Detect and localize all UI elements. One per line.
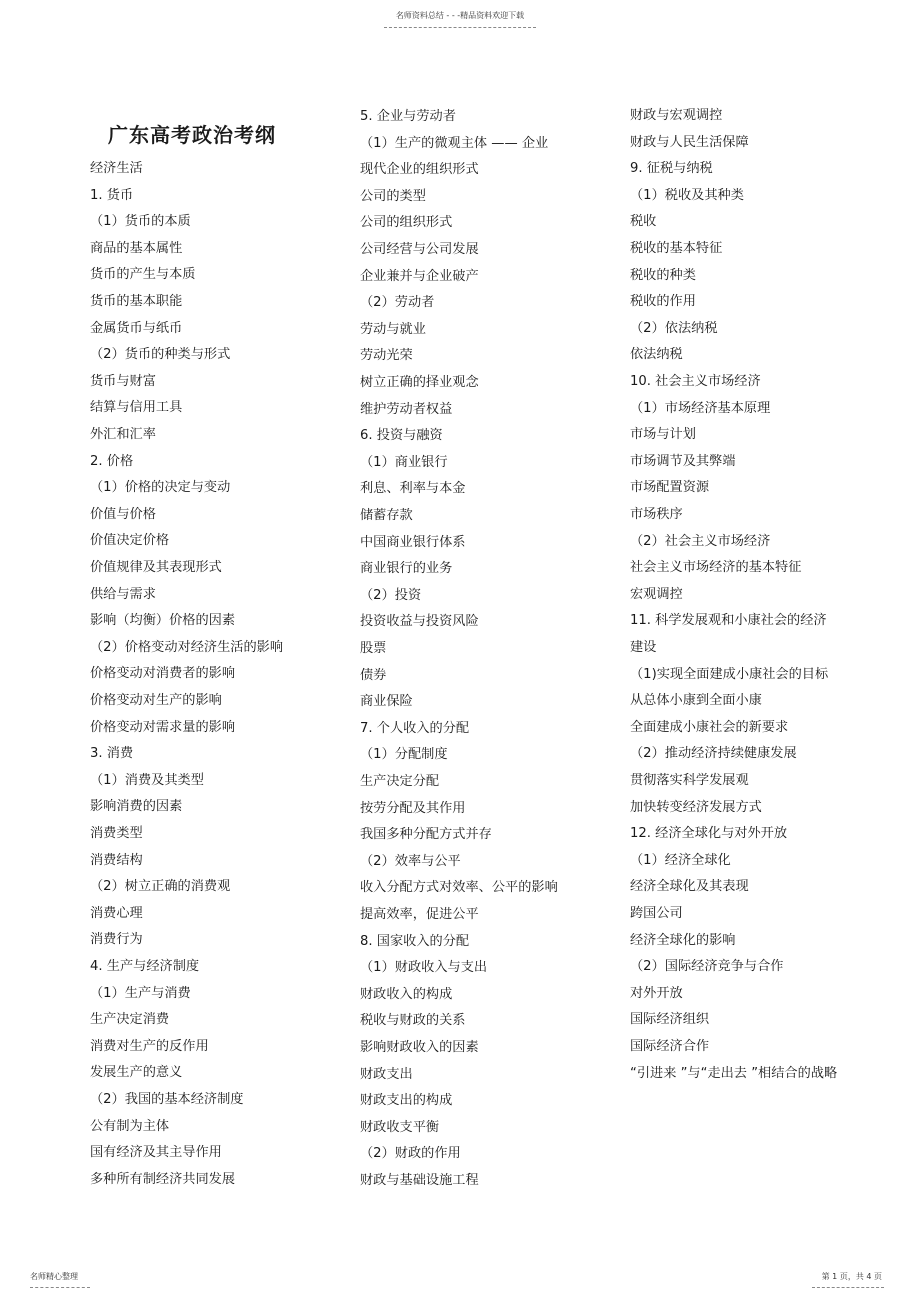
outline-item: 债券: [360, 667, 387, 683]
outline-item: （1）分配制度: [360, 747, 448, 763]
outline-item: 生产决定消费: [90, 1012, 170, 1028]
outline-item: 生产决定分配: [360, 774, 440, 789]
outline-item: 商业银行的业务: [360, 561, 453, 577]
outline-item: 3. 消费: [90, 746, 134, 762]
header-divider: [384, 27, 536, 28]
outline-item: 11. 科学发展观和小康社会的经济: [630, 613, 827, 629]
outline-item: 树立正确的择业观念: [360, 375, 479, 390]
outline-item: 7. 个人收入的分配: [360, 720, 470, 736]
outline-item: 价值决定价格: [90, 533, 170, 549]
outline-item: （1）货币的本质: [90, 214, 191, 230]
outline-item: （1）价格的决定与变动: [90, 480, 231, 496]
outline-item: 税收的作用: [630, 294, 696, 310]
outline-item: 企业兼并与企业破产: [360, 268, 479, 284]
outline-item: 按劳分配及其作用: [360, 800, 466, 816]
outline-item: 消费对生产的反作用: [90, 1038, 209, 1054]
outline-item: 建设: [630, 640, 657, 655]
outline-item: 9. 征税与纳税: [630, 161, 713, 177]
outline-item: 公有制为主体: [90, 1118, 170, 1134]
outline-item: （1）经济全球化: [630, 852, 731, 868]
outline-item: 储蓄存款: [360, 508, 413, 523]
outline-item: 外汇和汇率: [90, 427, 156, 442]
outline-item: （2）依法纳税: [630, 320, 718, 336]
page-header: 名师资料总结 - - -精品资料欢迎下载: [395, 11, 525, 20]
outline-item: “引进来 ”与“走出去 ”相结合的战略: [630, 1065, 838, 1081]
outline-item: 财政收支平衡: [360, 1119, 440, 1135]
outline-item: （1）财政收入与支出: [360, 960, 488, 976]
outline-item: 6. 投资与融资: [360, 428, 443, 444]
outline-item: 经济全球化及其表现: [630, 879, 749, 895]
outline-item: 依法纳税: [630, 347, 683, 363]
outline-item: 财政收入的构成: [360, 986, 453, 1002]
outline-item: 消费类型: [90, 826, 143, 841]
footer-left: 名师精心整理: [30, 1272, 78, 1281]
outline-item: （2）社会主义市场经济: [630, 533, 771, 549]
outline-item: 供给与需求: [90, 586, 156, 602]
outline-item: 8. 国家收入的分配: [360, 933, 470, 949]
outline-item: 宏观调控: [630, 586, 683, 602]
outline-item: （1）消费及其类型: [90, 772, 204, 788]
outline-item: 经济全球化的影响: [630, 932, 736, 948]
outline-item: 税收的种类: [630, 267, 696, 283]
outline-item: 税收与财政的关系: [360, 1013, 466, 1029]
outline-item: 劳动与就业: [360, 321, 426, 337]
outline-item: 1. 货币: [90, 187, 134, 203]
outline-item: 市场秩序: [630, 507, 683, 522]
outline-item: 国际经济合作: [630, 1039, 710, 1054]
outline-item: 国有经济及其主导作用: [90, 1145, 222, 1161]
outline-item: 发展生产的意义: [90, 1065, 183, 1081]
outline-item: 多种所有制经济共同发展: [90, 1171, 236, 1187]
outline-item: 2. 价格: [90, 453, 134, 469]
outline-item: 税收: [630, 214, 657, 230]
outline-item: 国际经济组织: [630, 1012, 710, 1028]
outline-item: （2）国际经济竞争与合作: [630, 959, 784, 975]
outline-item: 利息、利率与本金: [360, 481, 466, 497]
outline-item: 跨国公司: [630, 906, 683, 921]
outline-item: 市场配置资源: [630, 480, 710, 496]
outline-item: 影响（均衡）价格的因素: [90, 613, 236, 629]
outline-item: 价值规律及其表现形式: [90, 560, 222, 575]
outline-item: 货币的基本职能: [90, 294, 183, 309]
outline-item: 影响财政收入的因素: [360, 1040, 479, 1055]
outline-item: 消费心理: [90, 905, 143, 921]
outline-item: 财政支出: [360, 1066, 413, 1082]
outline-item: 我国多种分配方式并存: [360, 827, 492, 843]
outline-item: （1）税收及其种类: [630, 187, 744, 203]
outline-item: 中国商业银行体系: [360, 534, 466, 550]
outline-item: 财政与基础设施工程: [360, 1173, 479, 1188]
outline-item: 消费行为: [90, 932, 143, 948]
outline-item: 投资收益与投资风险: [360, 614, 479, 630]
outline-item: （2）劳动者: [360, 295, 435, 311]
outline-item: 影响消费的因素: [90, 799, 183, 815]
outline-item: 市场与计划: [630, 427, 696, 443]
outline-item: 从总体小康到全面小康: [630, 693, 762, 709]
outline-item: 劳动光荣: [360, 348, 413, 364]
outline-item: 价值与价格: [90, 506, 156, 522]
outline-item: 维护劳动者权益: [360, 401, 453, 417]
outline-item: 提高效率，促进公平: [360, 907, 479, 922]
outline-item: （2）财政的作用: [360, 1146, 461, 1162]
outline-item: 财政与人民生活保障: [630, 134, 749, 150]
outline-item: 贯彻落实科学发展观: [630, 773, 749, 788]
outline-item: （1）商业银行: [360, 454, 448, 470]
outline-item: （2）效率与公平: [360, 853, 461, 869]
outline-item: 股票: [360, 641, 387, 656]
outline-item: 财政支出的构成: [360, 1093, 453, 1109]
outline-item: 10. 社会主义市场经济: [630, 374, 761, 389]
outline-item: 消费结构: [90, 852, 143, 868]
outline-item: 4. 生产与经济制度: [90, 959, 200, 974]
footer-left-divider: [30, 1287, 90, 1288]
outline-item: 价格变动对消费者的影响: [90, 666, 236, 682]
outline-item: 货币的产生与本质: [90, 267, 196, 283]
outline-item: 全面建成小康社会的新要求: [630, 719, 789, 735]
outline-item: （2）货币的种类与形式: [90, 347, 231, 363]
outline-item: （2）我国的基本经济制度: [90, 1092, 244, 1107]
outline-item: （2）树立正确的消费观: [90, 879, 231, 895]
outline-item: 财政与宏观调控: [630, 108, 723, 123]
outline-item: （1)实现全面建成小康社会的目标: [630, 666, 829, 682]
outline-item: 金属货币与纸币: [90, 320, 183, 336]
outline-item: 商品的基本属性: [90, 240, 183, 256]
outline-item: 公司的类型: [360, 188, 426, 204]
outline-item: （2）价格变动对经济生活的影响: [90, 639, 284, 655]
outline-item: 社会主义市场经济的基本特征: [630, 560, 802, 576]
document-title: 广东高考政治考纲: [108, 123, 276, 147]
footer-right-divider: [812, 1287, 884, 1288]
outline-item: 市场调节及其弊端: [630, 453, 736, 469]
outline-item: 公司的组织形式: [360, 215, 453, 231]
outline-item: 价格变动对需求量的影响: [90, 719, 236, 735]
outline-item: 12. 经济全球化与对外开放: [630, 826, 788, 842]
outline-item: 加快转变经济发展方式: [630, 799, 762, 815]
outline-item: 经济生活: [90, 161, 143, 176]
outline-item: （1）生产的微观主体 —— 企业: [360, 135, 549, 151]
footer-page-number: 第 1 页，共 4 页: [821, 1272, 882, 1281]
outline-item: 收入分配方式对效率、公平的影响: [360, 880, 558, 896]
outline-item: 5. 企业与劳动者: [360, 109, 456, 124]
outline-item: （2）推动经济持续健康发展: [630, 746, 797, 762]
outline-item: （1）生产与消费: [90, 985, 191, 1001]
outline-item: （2）投资: [360, 587, 422, 603]
outline-item: 结算与信用工具: [90, 400, 183, 416]
outline-item: （1）市场经济基本原理: [630, 400, 771, 416]
outline-item: 对外开放: [630, 985, 683, 1001]
outline-item: 商业保险: [360, 694, 413, 710]
outline-item: 公司经营与公司发展: [360, 242, 479, 257]
outline-item: 税收的基本特征: [630, 241, 723, 256]
outline-item: 价格变动对生产的影响: [90, 693, 222, 708]
outline-item: 货币与财富: [90, 373, 156, 389]
outline-item: 现代企业的组织形式: [360, 162, 479, 178]
